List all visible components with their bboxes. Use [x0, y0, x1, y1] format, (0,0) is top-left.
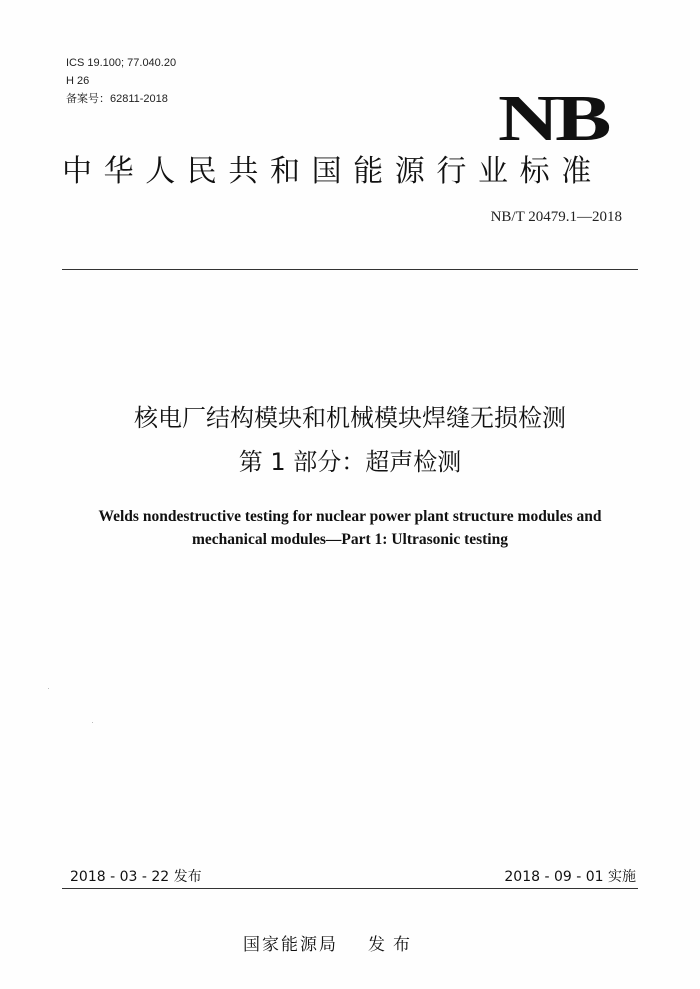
record-number: 备案号：62811-2018	[66, 93, 168, 105]
standard-number: NB/T 20479.1—2018	[490, 209, 622, 225]
standard-title: 中华人民共和国能源行业标准	[62, 154, 603, 189]
english-title-line-2: mechanical modules—Part 1: Ultrasonic testing	[192, 531, 508, 548]
english-title-line-1: Welds nondestructive testing for nuclear power plant structure modules and	[98, 508, 602, 525]
top-divider	[62, 269, 638, 270]
chinese-title-line-1: 核电厂结构模块和机械模块焊缝无损检测	[134, 404, 566, 432]
issuer-line	[243, 930, 418, 955]
bottom-divider	[62, 888, 638, 889]
classification-block	[66, 54, 176, 108]
issuer-action: 发布	[368, 935, 418, 955]
class-code: H 26	[66, 75, 90, 87]
ics-code: ICS 19.100; 77.040.20	[66, 57, 177, 69]
scan-speck	[92, 722, 93, 723]
chinese-title-line-2: 第 1 部分：超声检测	[238, 448, 462, 476]
nb-logo: NB	[498, 82, 608, 155]
issuer-organization: 国家能源局	[243, 935, 338, 955]
implementation-date: 2018 - 09 - 01 实施	[504, 869, 636, 885]
scan-speck	[48, 688, 49, 689]
issue-date: 2018 - 03 - 22 发布	[70, 869, 202, 885]
